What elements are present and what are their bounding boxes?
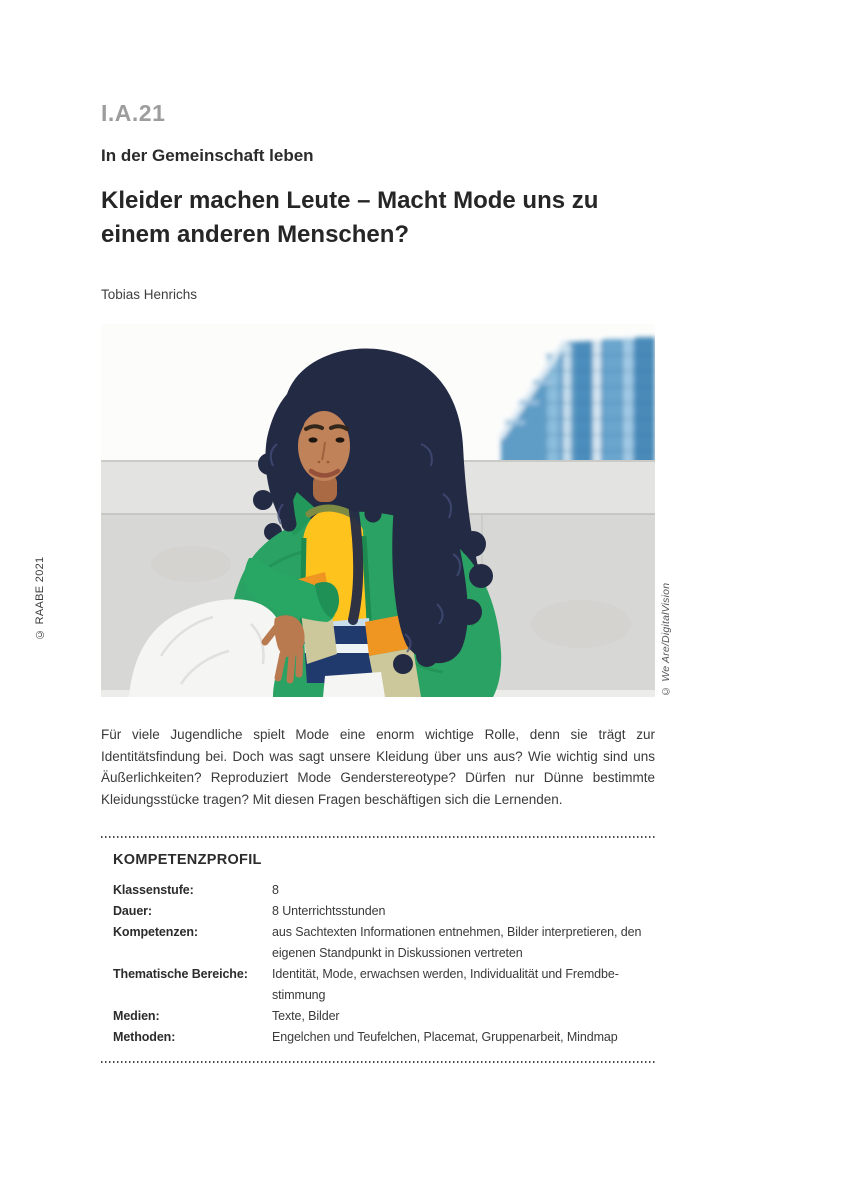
row-label: Methoden: — [113, 1030, 176, 1044]
profile-row-kompetenzen — [113, 922, 655, 964]
publisher-copyright: © RAABE 2021 — [34, 556, 46, 640]
row-label: Kompetenzen: — [113, 925, 198, 939]
row-label: Thematische Bereiche: — [113, 967, 248, 981]
photo-illustration — [101, 324, 655, 697]
eye-left — [309, 437, 318, 442]
profile-row-medien — [113, 1006, 655, 1027]
eye-right — [336, 437, 345, 442]
series-title: In der Gemeinschaft leben — [101, 146, 314, 165]
competence-profile-box — [101, 836, 655, 1063]
profile-row-dauer — [113, 901, 655, 922]
unit-code: I.A.21 — [101, 100, 166, 126]
profile-row-methoden — [113, 1027, 655, 1048]
row-value: Identität, Mode, erwachsen werden, Individualität und Fremdbestimmung — [272, 967, 619, 1002]
profile-row-thematische-bereiche — [113, 964, 655, 1006]
row-value: Engelchen und Teufelchen, Placemat, Gruppenarbeit, Mindmap — [272, 1030, 618, 1044]
row-value: Texte, Bilder — [272, 1009, 340, 1023]
row-label: Dauer: — [113, 904, 152, 918]
hero-photo — [101, 324, 655, 697]
page-title: Kleider machen Leute – Macht Mode uns zu einem anderen Menschen? — [101, 187, 599, 248]
row-value: 8 Unterrichtsstunden — [272, 904, 386, 918]
intro-paragraph: Für viele Jugendliche spielt Mode eine enorm wichtige Rolle, denn sie trägt zur Identitätsfindung bei. Doch was sagt unsere Kleidung über uns aus? Wie wichtig sind uns Äußerlichkeiten? Reproduziert Mode Genderstereotype? Dürfen nur Dünne bestimmte Kleidungsstücke tragen? Mit diesen Fragen beschäftigen sich die Lernenden. — [101, 727, 655, 807]
profile-heading: KOMPETENZPROFIL — [113, 852, 262, 868]
author-name: Tobias Henrichs — [101, 287, 198, 302]
photo-credit: © We Are/DigitalVision — [660, 582, 672, 697]
row-value: aus Sachtexten Informationen entnehmen, Bilder interpretieren, den eigenen Standpunkt in Diskussionen vertreten — [272, 925, 642, 960]
profile-row-klassenstufe — [113, 880, 655, 901]
row-label: Klassenstufe: — [113, 883, 194, 897]
row-label: Medien: — [113, 1009, 160, 1023]
face — [298, 411, 350, 481]
row-value: 8 — [272, 883, 279, 897]
